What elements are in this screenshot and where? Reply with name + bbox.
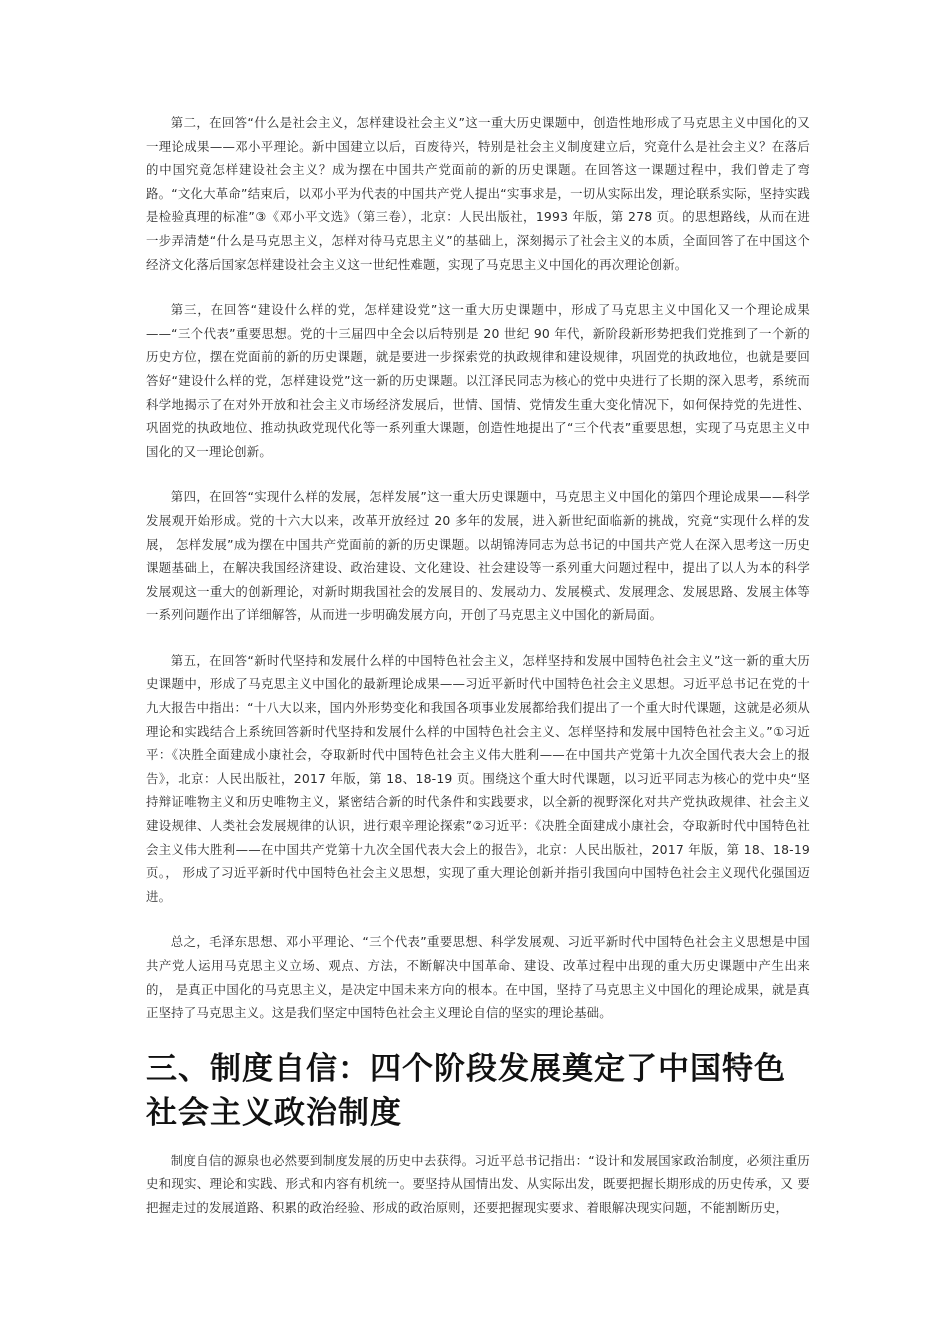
paragraph-three-represents: 第三，在回答“建设什么样的党，怎样建设党”这一重大历史课题中，形成了马克思主义中国化又一个理论成果——“三个代表”重要思想。党的十三届四中全会以后特别是 20 世纪 90 年代，新阶段新形势把我们党推到了一个新的历史方位，摆在党面前的新的历史课题，就是要进一步探索党的执政规律和建设规律，巩固党的执政地位，也就是要回答好“建设什么样的党，怎样建设党”这一新的历史课题。以江泽民同志为核心的党中央进行了长期的深入思考，系统而科学地揭示了在对外开放和社会主义市场经济发展后，世情、国情、党情发生重大变化情况下，如何保持党的先进性、巩固党的执政地位、推动执政党现代化等一系列重大课题，创造性地提出了“三个代表”重要思想，实现了马克思主义中国化的又一理论创新。 bbox=[146, 302, 810, 459]
paragraph-scientific-outlook: 第四，在回答“实现什么样的发展，怎样发展”这一重大历史课题中，马克思主义中国化的第四个理论成果——科学发展观开始形成。党的十六大以来，改革开放经过 20 多年的发展，进入新世纪面临新的挑战，究竟“实现什么样的发展， 怎样发展”成为摆在中国共产党面前的新的历史课题。以胡锦涛同志为总书记的中国共产党人在深入思考这一历史课题基础上，在解决我国经济建设、政治建设、文化建设、社会建设等一系列重大问题过程中，提出了以人为本的科学发展观这一重大的创新理论，对新时期我国社会的发展目的、发展动力、发展模式、发展理念、发展思路、发展主体等一系列问题作出了详细解答，从而进一步明确发展方向，开创了马克思主义中国化的新局面。 bbox=[146, 489, 810, 623]
paragraph-institutional-confidence: 制度自信的源泉也必然要到制度发展的历史中去获得。习近平总书记指出：“设计和发展国家政治制度，必须注重历史和现实、理论和实践、形式和内容有机统一。要坚持从国情出发、从实际出发，既要把握长期形成的历史传承，又 要把握走过的发展道路、积累的政治经验、形成的政治原则，还要把握现实要求、着眼解决现实问题，不能割断历史， bbox=[146, 1152, 810, 1215]
paragraph-summary: 总之，毛泽东思想、邓小平理论、“三个代表”重要思想、科学发展观、习近平新时代中国特色社会主义思想是中国共产党人运用马克思主义立场、观点、方法，不断解决中国革命、建设、改革过程中出现的重大历史课题中产生出来的， 是真正中国化的马克思主义，是决定中国未来方向的根本。在中国，坚持了马克思主义中国化的理论成果，就是真正坚持了马克思主义。这是我们坚定中国特色社会主义理论自信的坚实的理论基础。 bbox=[146, 934, 810, 1021]
paragraph-deng-xiaoping-theory: 第二，在回答“什么是社会主义，怎样建设社会主义”这一重大历史课题中，创造性地形成了马克思主义中国化的又一理论成果——邓小平理论。新中国建立以后，百废待兴，特别是社会主义制度建立后，究竟什么是社会主义？在落后的中国究竟怎样建设社会主义？成为摆在中国共产党面前的新的历史课题。在回答这一课题过程中，我们曾走了弯路。“文化大革命”结束后，以邓小平为代表的中国共产党人提出“实事求是，一切从实际出发，理论联系实际，坚持实践是检验真理的标准”③《邓小平文选》（第三卷），北京：人民出版社，1993 年版，第 278 页。的思想路线，从而在进一步弄清楚“什么是马克思主义，怎样对待马克思主义”的基础上，深刻揭示了社会主义的本质，全面回答了在中国这个经济文化落后国家怎样建设社会主义这一世纪性难题，实现了马克思主义中国化的再次理论创新。 bbox=[146, 115, 810, 272]
paragraph-xi-jinping-thought: 第五，在回答“新时代坚持和发展什么样的中国特色社会主义，怎样坚持和发展中国特色社会主义”这一新的重大历史课题中，形成了马克思主义中国化的最新理论成果——习近平新时代中国特色社会主义思想。习近平总书记在党的十九大报告中指出：“十八大以来，国内外形势变化和我国各项事业发展都给我们提出了一个重大时代课题，这就是必须从理论和实践结合上系统回答新时代坚持和发展什么样的中国特色社会主义、怎样坚持和发展中国特色社会主义。”①习近平：《决胜全面建成小康社会，夺取新时代中国特色社会主义伟大胜利——在中国共产党第十九次全国代表大会上的报告》，北京：人民出版社，2017 年版，第 18、18-19 页。围绕这个重大时代课题，以习近平同志为核心的党中央“坚 持辩证唯物主义和历史唯物主义，紧密结合新的时代条件和实践要求，以全新的视野深化对共产党执政规律、社会主义建设规律、人类社会发展规律的认识，进行艰辛理论探索”②习近平：《决胜全面建成小康社会，夺取新时代中国特色社会主义伟大胜利——在中国共产党第十九次全国代表大会上的报告》，北京：人民出版社，2017 年版，第 18、18-19 页。， 形成了习近平新时代中国特色社会主义思想，实现了重大理论创新并指引我国向中国特色社会主义现代化强国迈进。 bbox=[146, 652, 810, 904]
section-heading: 三、制度自信：四个阶段发展奠定了中国特色社会主义政治制度 bbox=[146, 1050, 786, 1131]
